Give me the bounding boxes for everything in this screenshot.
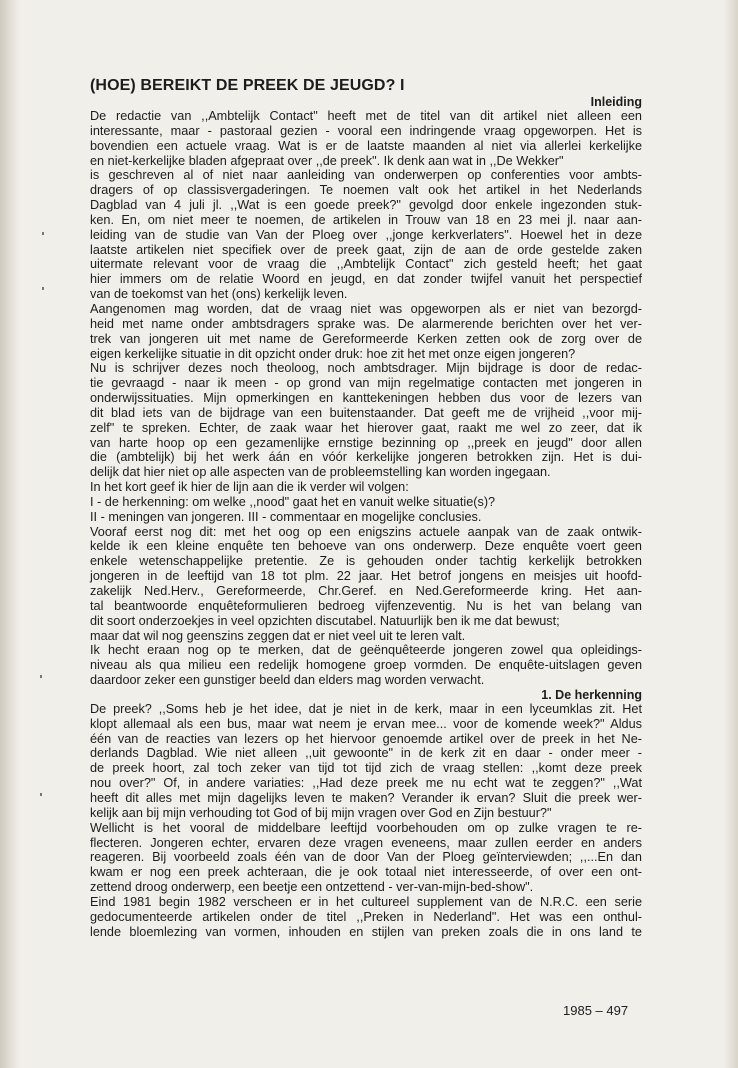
text-line: In het kort geef ik hier de lijn aan die ik verder wil volgen: — [90, 480, 409, 495]
text-line: één van de reacties van lezers op het hiervoor genoemde artikel over de preek in het Ne- — [90, 731, 642, 746]
text-line: nou over?" Of, in andere variaties: ,,Had deze preek me nu echt wat te zeggen?" ,,Wat — [90, 776, 642, 791]
paragraph-concern — [90, 302, 642, 525]
text-line: derlands Dagblad. Wie niet alleen ,,uit gewoonte" in de kerk zit en daar - onder meer - — [90, 746, 642, 761]
text-line: reageren. Bij voorbeeld zoals één van de door Van der Ploeg geïnterviewden; ,,...En dan — [90, 850, 642, 865]
text-line: van de toekomst van het (ons) kerkelijk leven. — [90, 287, 348, 302]
text-line: en niet-kerkelijke bladen afgepraat over ,,de preek". Ik denk aan wat in ,,De Wekker" — [90, 153, 564, 168]
text-line: dragers of op classisvergaderingen. Te noemen valt ook het artikel in het Nederlands — [90, 183, 642, 198]
text-line: I - de herkenning: om welke ,,nood" gaat het en vanuit welke situatie(s)? — [90, 494, 496, 509]
text-line: onderwijssituaties. Mijn opmerkingen en kanttekeningen hebben dus voor de lezers van — [90, 391, 642, 406]
text-line: van harte hoop op een gezamenlijke ernstige bezinning op ,,preek en jeugd" door allen — [90, 435, 642, 450]
text-line: bovendien een actuele vraag. Wat is er de laatste maanden al niet via allerlei kerkelijke — [90, 138, 642, 153]
text-line: De redactie van ,,Ambtelijk Contact" heeft met de titel van dit artikel niet alleen een — [90, 109, 642, 123]
text-line: Nu is schrijver dezes noch theoloog, noch ambtsdrager. Mijn bijdrage is door de redac- — [90, 361, 642, 376]
page-right-edge — [724, 0, 738, 1068]
paragraph-survey — [90, 525, 642, 688]
text-line: tie gevraagd - naar ik meen - op grond van mijn regelmatige contacten met jongeren in — [90, 376, 642, 391]
text-line: uitermate relevant voor de vraag die ,,Ambtelijk Contact" zich gesteld heeft; het gaat — [90, 257, 642, 272]
text-line: kelijk aan bij mijn verhouding tot God of bij mijn vragen over God en Zijn bestuur?" — [90, 805, 552, 820]
text-line: Wellicht is het vooral de middelbare leeftijd voorbehouden om op zulke vragen te re- — [90, 820, 642, 835]
text-line: flecteren. Jongeren echter, ervaren deze vragen eveneens, maar zullen eerder en anders — [90, 835, 642, 850]
paragraph-recognition — [90, 702, 642, 940]
text-line: dit soort onderzoekjes in veel opzichten discutabel. Natuurlijk ben ik me dat bewust; — [90, 613, 560, 628]
text-line: Dagblad van 4 juli jl. ,,Wat is een goede preek?" gevolgd door enkele ingezonden stuk- — [90, 198, 642, 213]
text-line: jongeren in de leeftijd van 18 tot plm. 22 jaar. Het betrof jongens en meisjes uit hoofd- — [90, 569, 642, 584]
margin-mark — [42, 232, 44, 235]
margin-mark — [42, 287, 44, 290]
text-line: tal beantwoorde enquêteformulieren bedroeg vijfenzeventig. Nu is het van belang van — [90, 598, 642, 613]
text-line: eigen kerkelijke situatie in dit opzicht onder druk: hoe zit het met onze eigen jongeren? — [90, 346, 576, 361]
text-line: Ik hecht eraan nog op te merken, dat de geënquêteerde jongeren zowel qua opleidings- — [90, 643, 642, 658]
page-number: 1985 – 497 — [563, 1003, 629, 1018]
text-line: lende bloemlezing van vormen, inhouden en stijlen van preken zoals die in ons land te — [90, 924, 642, 939]
text-line: heid met name onder ambtsdragers sprake was. De alarmerende berichten over het ver- — [90, 316, 642, 331]
text-line: dit blad iets van de bijdrage van een buitenstaander. Dat geeft me de vrijheid ,,voor mij- — [90, 405, 642, 420]
text-line: heeft dit alles met mijn dagelijks leven te maken? Verander ik ervan? Sluit die preek wer- — [90, 790, 642, 805]
section-heading-recognition: 1. De herkenning — [541, 687, 642, 702]
text-line: maar dat wil nog geenszins zeggen dat er niet veel uit te leren valt. — [90, 628, 466, 643]
text-line: ken. En, om niet meer te noemen, de artikelen in Trouw van 18 en 23 mei jl. naar aan- — [90, 212, 642, 227]
paragraph-intro — [90, 109, 642, 302]
text-line: delijk dat hier niet op alle aspecten van de probleemstelling kan worden ingegaan. — [90, 465, 551, 480]
page-binding-edge — [0, 0, 20, 1068]
text-line: klopt allemaal als een bus, maar wat neem je ervan mee... voor de komende week?" Aldus — [90, 716, 642, 731]
text-line: interessante, maar - pastoraal gezien - vooral een indringende vraag opgeworpen. Het is — [90, 123, 642, 138]
margin-mark — [40, 793, 42, 796]
section-heading-intro: Inleiding — [590, 95, 642, 109]
text-line: zakelijk Ned.Herv., Gereformeerde, Chr.Geref. en Ned.Gereformeerde kring. Het aan- — [90, 584, 642, 598]
text-line: hier immers om de relatie Woord en jeugd, en dat zonder twijfel vanuit het perspectief — [90, 272, 642, 287]
text-line: Vooraf eerst nog dit: met het oog op een enigszins actuele aanpak van de zaak ontwik- — [90, 524, 642, 539]
text-line: II - meningen van jongeren. III - commentaar en mogelijke conclusies. — [90, 509, 482, 524]
text-line: trek van jongeren uit met name de Gereformeerde Kerken zetten ook de zorg over de — [90, 331, 642, 346]
text-line: niveau als qua milieu een redelijk homogene groep vormden. De enquête-uitslagen geven — [90, 658, 642, 673]
text-line: Aangenomen mag worden, dat de vraag niet was opgeworpen als er niet van bezorgd- — [90, 301, 642, 316]
text-line: daardoor zeker een gunstiger beeld dan elders mag worden verwacht. — [90, 673, 485, 688]
text-line: gedocumenteerde artikelen onder de titel ,,Preken in Nederland". Het was een onthul- — [90, 909, 642, 924]
article-body — [90, 77, 642, 939]
text-line: Eind 1981 begin 1982 verscheen er in het cultureel supplement van de N.R.C. een serie — [90, 894, 642, 909]
text-line: is geschreven al of niet naar aanleiding van onderwerpen op conferenties voor ambts- — [90, 168, 642, 183]
text-line: zelf" te spreken. Echter, de zaak waar het hierover gaat, raakt me wel zo zeer, dat ik — [90, 420, 642, 435]
text-line: zettend droog onderwerp, een beetje een ontzettend - ver-van-mijn-bed-show". — [90, 880, 534, 895]
text-line: kwam er nog een preek achteraan, die je ook totaal niet interesseerde, of over een ont- — [90, 865, 642, 880]
text-line: die (ambtelijk) bij het werk áán en vóór kerkelijke jongeren betrokken zijn. Het is dui- — [90, 450, 642, 465]
text-line: leiding van de studie van Van der Ploeg over ,,jonge kerkverlaters". Hoewel het in deze — [90, 227, 642, 242]
text-line: De preek? ,,Soms heb je het idee, dat je niet in de kerk, maar in een lyceumklas zit. Het — [90, 701, 642, 716]
article-title: (HOE) BEREIKT DE PREEK DE JEUGD? I — [90, 77, 405, 94]
text-line: laatste artikelen niet specifiek over de preek gaat, zijn de aan de orde gestelde zaken — [90, 242, 642, 257]
text-line: kelde ik een kleine enquête ten behoeve van ons onderwerp. Deze enquête voert geen — [90, 539, 642, 554]
text-line: de preek hoort, zal toch zeker van tijd tot tijd zich de vraag stellen: ,,komt deze preek — [90, 761, 642, 776]
margin-mark — [40, 675, 42, 678]
text-line: enkele wetenschappelijke pretentie. Ze is gehouden onder tachtig kerkelijk betrokken — [90, 554, 642, 569]
